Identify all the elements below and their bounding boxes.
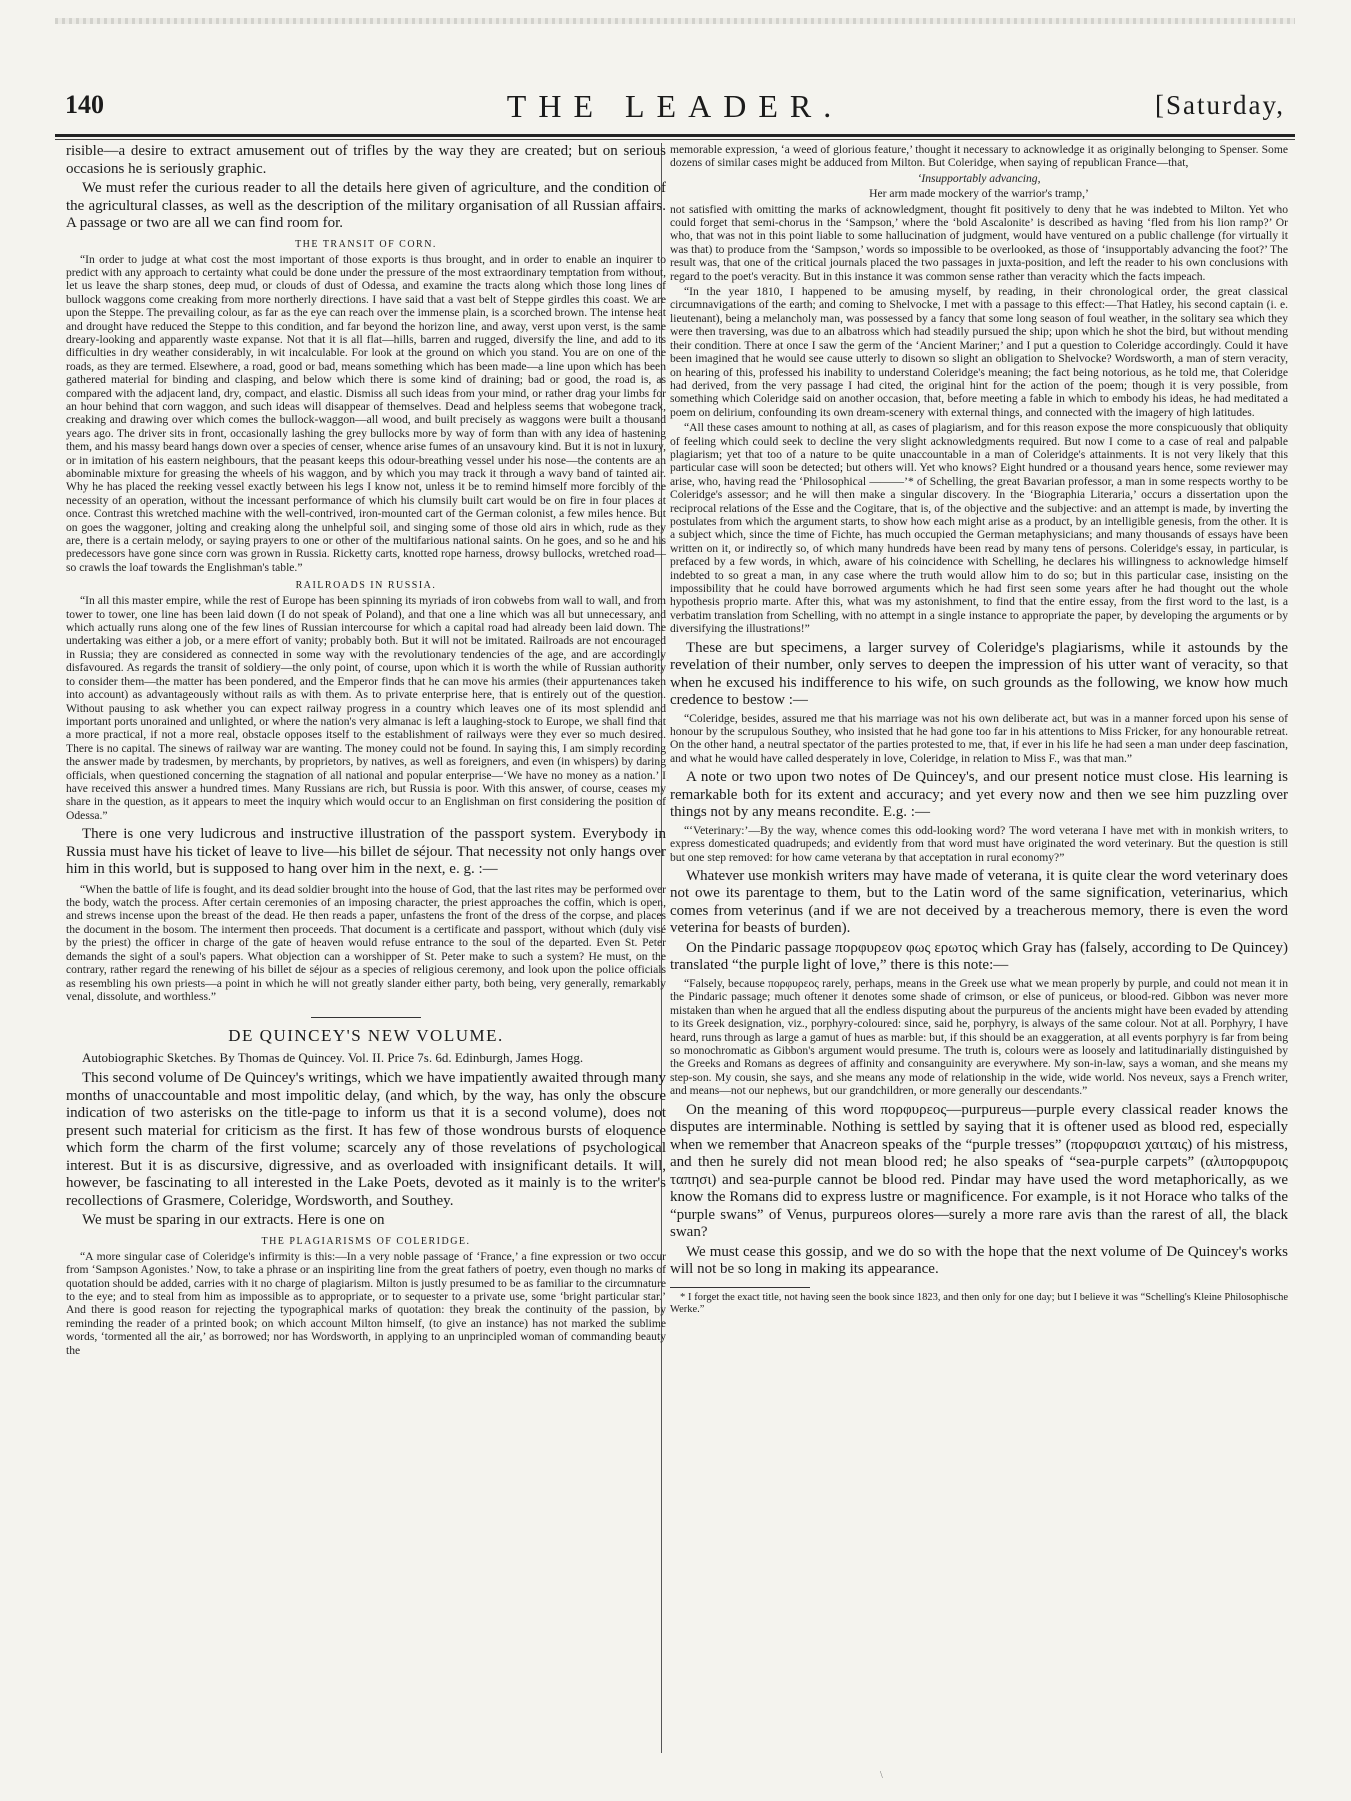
left-column bbox=[66, 143, 666, 1359]
quoted-extract: “Coleridge, besides, assured me that his marriage was not his own deliberate act, but was in a manner forced upon his sense of honour by the scrupulous Southey, who insisted that he had gone too far in his attentions to Miss Fricker, for any honourable retreat. On the other hand, a neutral spectator of the parties protested to me, that, if ever in his life he had seen a man under deep fascination, and what he would have called desperately in love, Coleridge, in relation to Miss F., was that man.” bbox=[670, 711, 1288, 765]
quoted-extract: “‘Veterinary:’—By the way, whence comes this odd-looking word? The word veterana I have met with in monkish writers, to express domesticated quadrupeds; and evidently from that word must have originated the word veterinary. But the question is still but one step removed: for how came veterana by that acceptation in rural economy?” bbox=[670, 823, 1288, 864]
quoted-extract: not satisfied with omitting the marks of acknowledgment, thought fit positively to deny that he was indebted to Milton. Yet who could forget that semi-chorus in the ‘Sampson,’ where the ‘bold Ascalonite’ is described as having ‘fled from his lion ramp?’ Or who, that was not in this point liable to some hallucination of judgment, would have ventured on a public challenge (for virtually it was that) to produce from the ‘Sampson,’ words so impossible to be overlooked, as those of ‘insupportably advancing the foot?’ The result was, that one of the critical journals placed the two passages in juxta-position, and left the reader to his own conclusions with regard to the poet's veracity. But in this instance it was common sense rather than veracity which the facts impeach. bbox=[670, 202, 1288, 283]
article-separator bbox=[311, 1017, 421, 1018]
quoted-extract: “In the year 1810, I happened to be amusing myself, by reading, in their chronological order, the great classical circumnavigations of the earth; and coming to Shelvocke, I met with a passage to this effect:—That Hatley, his second captain (i. e. lieutenant), being a melancholy man, was possessed by a fancy that some long season of foul weather, in the solitary sea which they were then traversing, was due to an albatross which had steadily pursued the ship; upon which he shot the bird, but without mending their condition. There at once I saw the germ of the ‘Ancient Mariner;’ and I put a question to Coleridge accordingly. Could it have been imagined that he would see cause utterly to disown so slight an obligation to Shelvocke? Wordsworth, a man of stern veracity, on hearing of this, professed his inability to understand Coleridge's meaning; the fact being notorious, as he told me, that Coleridge had derived, from the very passage I had cited, the original hint for the action of the poem; though it is very possible, from something which Coleridge said on another occasion, that, before meeting a fable in which to embody his ideas, he had meditated a poem on delirium, confounding its own dream-scenery with external things, and connected with the imagery of high latitudes. bbox=[670, 285, 1288, 419]
quoted-extract: “Falsely, because πορφυρεος rarely, perhaps, means in the Greek use what we mean properly by purple, and could not mean it in the Pindaric passage; much oftener it denotes some shade of crimson, or else of puniceus, or blood-red. Gibbon was never more mistaken than when he argued that all the endless disputing about the purpureus of the ancients might have been evaded by attending to its Greek designation, viz., porphyry-coloured: since, said he, porphyry, is always of the same colour. Not at all. Porphyry, I have heard, runs through as large a gamut of hues as marble: but, if this should be an exaggeration, at all events porphyry is far from being so monochromatic as Gibbon's argument would presume. The truth is, colours were as loosely and latitudinarially distinguished by the Greeks and Romans as degrees of affinity and consanguinity are everywhere. My son-in-law, says a woman, and she means my step-son. My cousin, she says, and she means any mode of relationship in the wide, wide world. Nos neveux, says a French writer, and means—not our nephews, but our grandchildren, or more generally our descendants.” bbox=[670, 976, 1288, 1098]
intro-paragraph: We must refer the curious reader to all the details here given of agriculture, and the condition of the agricultural classes, as well as the description of the military organisation of all Russian affairs. A passage or two are all we can find room for. bbox=[66, 180, 666, 231]
verse-line: ‘Insupportably advancing, bbox=[917, 171, 1041, 185]
body-paragraph: On the meaning of this word πορφυρεος—purpureus—purple every classical reader knows the disputes are interminable. Nothing is settled by saying that it is oftener used as blood red, especially when we remember that Anacreon speaks of the “purple tresses” (πορφυραισι χαιταις) of his mistress, and then he surely did not mean blood red; he also speaks of “sea-purple carpets” (αλιπορφυροις ταπησι) and sea-purple cannot be blood red. Pindar may have used the word metaphorically, as we know the Romans did to express lustre or magnificence. For example, is it not Horace who talks of the “purple swans” of Venus, purpureos olores—surely a more rare avis than the rarest of all, the black swan? bbox=[670, 1101, 1288, 1241]
masthead-rule bbox=[55, 134, 1295, 137]
verse-line: Her arm made mockery of the warrior's tramp,’ bbox=[869, 187, 1089, 201]
quoted-extract: “All these cases amount to nothing at all, as cases of plagiarism, and for this reason expose the more conspicuously that obliquity of feeling which could seek to decline the very slight acknowledgments required. But now I come to a case of real and palpable plagiarism; yet that too of a nature to be quite unaccountable in a man of Coleridge's attainments. It is not very likely that this particular case will soon be detected; but others will. Yet who knows? Eight hundred or a thousand years hence, some reviewer may arise, who, having read the ‘Philosophical ———’* of Schelling, the great Bavarian professor, a man in some respects worthy to be Coleridge's assessor; and he will then make a singular discovery. In the ‘Biographia Literaria,’ occurs a dissertation upon the reciprocal relations of the Esse and the Cogitare, that is, of the objective and the subjective: and an attempt is made, by inverting the postulates from which the argument starts, to show how each might arise as a product, by an intelligible genesis, from the other. It is a subject which, since the time of Fichte, has much occupied the German metaphysicians; and many thousands of essays have been written on it, or indirectly so, of which many hundreds have been read by many tens of persons. Coleridge's essay, in particular, is prefaced by a few words, in which, aware of his coincidence with Schelling, he declares his willingness to acknowledge himself indebted to so great a man, in any case where the truth would allow him to do so; but in this particular case, insisting on the impossibility that he could have borrowed arguments which he had first seen some years after he had thought out the whole hypothesis proprio marte. After this, what was my astonishment, to find that the entire essay, from the first word to the last, is a verbatim translation from Schelling, with no attempt in a single instance to appropriate the paper, by developing the arguments or by diversifying the illustrations!” bbox=[670, 421, 1288, 636]
masthead-rule-thin bbox=[55, 139, 1295, 140]
body-paragraph: These are but specimens, a larger survey of Coleridge's plagiarisms, while it astounds by the revelation of their number, only serves to deepen the impression of his utter want of veracity, so that when he excused his indifference to his wife, on such grounds as the following, we know how much credence to bestow :— bbox=[670, 639, 1288, 709]
footnote-rule bbox=[670, 1287, 810, 1288]
page-number: 140 bbox=[65, 90, 104, 119]
article-title: DE QUINCEY'S NEW VOLUME. bbox=[228, 1026, 504, 1046]
body-paragraph: A note or two upon two notes of De Quincey's, and our present notice must close. His learning is remarkable both for its extent and accuracy; and yet every now and then we see him puzzling over things not by any means recondite. E.g. :— bbox=[670, 769, 1288, 821]
scan-edge-band bbox=[55, 18, 1295, 24]
section-heading: THE TRANSIT OF CORN. bbox=[295, 238, 437, 250]
right-column bbox=[670, 143, 1288, 1319]
masthead bbox=[55, 88, 1295, 130]
body-paragraph: Whatever use monkish writers may have made of veterana, it is quite clear the word veterinary does not owe its parentage to them, but to the Latin word of the same signification, veterinarius, which comes from veterinus (and if we are not deceived by a treacherous memory, there is even the word veterina for beasts of burden). bbox=[670, 867, 1288, 937]
body-paragraph: On the Pindaric passage πορφυρεον φως ερωτος which Gray has (falsely, according to De Quincey) translated “the purple light of love,” there is this note:— bbox=[670, 939, 1288, 974]
newspaper-title: THE LEADER. bbox=[506, 88, 844, 124]
footnote: * I forget the exact title, not having seen the book since 1823, and then only for one day; but I believe it was “Schelling's Kleine Philosophische Werke.” bbox=[670, 1291, 1288, 1316]
issue-day: [Saturday, bbox=[1155, 90, 1285, 120]
body-paragraph: This second volume of De Quincey's writings, which we have impatiently awaited through many months of unaccountable and most impolitic delay, (and which, by the way, has only the obscure indication of two asterisks on the title-page to inform us that it is a second volume), does not present such material for criticism as the first. It has few of those wondrous bursts of eloquence which form the charm of the first volume; scarcely any of those revelations of psychological interest. But it is as discursive, digressive, and as overloaded with insignificant details. It will, however, be fascinating to all interested in the Lake Poets, devoted as it mainly is to the writer's recollections of Grasmere, Coleridge, Wordsworth, and Southey. bbox=[66, 1070, 666, 1209]
section-heading: RAILROADS IN RUSSIA. bbox=[295, 580, 437, 592]
quoted-extract: “In all this master empire, while the rest of Europe has been spinning its myriads of iron cobwebs from wall to wall, and from tower to tower, one line has been laid down (I do not speak of Poland), and that one a line which was all but unnecessary, and which actually runs along one of the few lines of Russian intercourse for which a capital road had already been laid down. The undertaking was either a job, or a mere effort of vanity; probably both. But it will not be imitated. Railroads are not encouraged in Russia; they are considered as connected in some way with the revolutionary tendencies of the age, and are accordingly disfavoured. As regards the transit of soldiery—the only point, of course, upon which it is worth the while of Russian authority to consider them—the matter has been pondered, and the Emperor finds that he can move his armies (their appurtenances taken into account) as advantageously without rails as with them. As to private enterprise here, that is entirely out of the question. Without pausing to ask whether you can expect railway progress in a country which leaves one of its most splendid and important ports unorained and unlighted, or where the nation's very almanac is left a laughing-stock to Europe, we shall find that a more practical, if not a more real, obstacle opposes itself to the establishment of railways were they ever so much desired. There is no capital. The sinews of railway war are wanting. The money could not be found. In saying this, I am simply recording the answer made by tradesmen, by merchants, by proprietors, by natives, as well as foreigners, and even (in whispers) by daring officials, when questioned concerning the stagnation of all national and popular enterprise—‘We have no money as a nation.’ I have received this answer a hundred times. Many Russians are rich, but Russia is poor. With this answer, of course, ceases my share in the question, as it appears to meet the inquiry which would occur to an Englishman on first considering the position of Odessa.” bbox=[66, 594, 666, 822]
quoted-extract: “A more singular case of Coleridge's infirmity is this:—In a very noble passage of ‘France,’ a fine expression or two occur from ‘Sampson Agonistes.’ Now, to take a phrase or an inspiriting line from the great fathers of poetry, even though no marks of quotation should be added, carries with it no charge of plagiarism. Milton is justly presumed to be as familiar to the circumnature to the eye; and to steal from him as impossible as to appropriate, or to sequester to a private use, some ‘bright particular star.’ And there is good reason for rejecting the typographical marks of quotation: they break the continuity of the passion, by reminding the reader of a printed book; on which account Milton himself, (to give an instance) has not marked the sublime words, ‘tormented all the air,’ as borrowed; nor has Wordsworth, in applying to an unprincipled woman of commanding beauty the bbox=[66, 1249, 666, 1357]
section-heading: THE PLAGIARISMS OF COLERIDGE. bbox=[261, 1235, 471, 1247]
quoted-extract: memorable expression, ‘a weed of glorious feature,’ thought it necessary to acknowledge it as originally belonging to Spenser. Some dozens of similar cases might be adduced from Milton. But Coleridge, when saying of republican France—that, bbox=[670, 143, 1288, 170]
body-paragraph: We must be sparing in our extracts. Here is one on bbox=[82, 1212, 385, 1229]
intro-paragraph: risible—a desire to extract amusement out of trifles by the way they are created; but on serious occasions he is seriously graphic. bbox=[66, 143, 666, 177]
body-paragraph: There is one very ludicrous and instructive illustration of the passport system. Everybody in Russia must have his ticket of leave to live—his billet de séjour. That necessity not only hangs over him in this world, but is supposed to hang over him in the next, e. g. :— bbox=[66, 826, 666, 878]
body-paragraph: We must cease this gossip, and we do so with the hope that the next volume of De Quincey's works will not be so long in making its appearance. bbox=[670, 1243, 1288, 1278]
quoted-extract: “In order to judge at what cost the most important of those exports is thus brought, and in order to enable an inquirer to predict with any approach to certainty what could be done under the pressure of the most extraordinary temptation from without, let us leave the sharp stones, deep mud, or clouds of dust of Odessa, and examine the tracts along which those long lines of bullock waggons come creaking from more northerly directions. I have said that a vast belt of Steppe girdles this coast. We are upon the Steppe. The prevailing colour, as far as the eye can reach over the immense plain, is a scorched brown. The intense heat and drought have reduced the Steppe to this condition, and far beyond the horizon line, and away, verst upon verst, is the same dreary-looking and apparently waste expanse. Not that it is all flat—hills, barren and rugged, diversify the line, and add to its difficulties in dry weather considerably, in wit incalculable. For look at the ground on which you stand. You are on one of the roads, as they are termed. Elsewhere, a road, good or bad, means something which has been made—a line upon which has been gathered material for binding and clasping, and below which there is some kind of draining; bad or good, the road is, as compared with the adjacent land, dry, compact, and elastic. Dismiss all such ideas from your mind, or rather drag your limbs for an hour behind that corn waggon, and such ideas will disappear of themselves. Dead and helpless seems that wobegone track, creaking and drawing over which comes the bullock-waggon—all wood, and built precisely as waggons were built a thousand years ago. The driver sits in front, occasionally lashing the grey bullocks more by way of form than with any idea of hastening them, and his massy beard hangs down over a species of censer, whence arise fumes of an unsavoury kind. But it is not in luxury, or in imitation of his eastern neighbours, that the peasant keeps this odour-breathing vessel under his nose—the contents are an abominable mixture for greasing the wheels of his waggon, and by which you may track it through a wavy band of tainted air. Why he has placed the reeking vessel exactly between his legs I know not, unless it be to remind himself more forcibly of the necessity of an operation, without the incessant performance of which his clumsily built cart would be on fire in four places at once. Contrast this wretched machine with the well-contrived, iron-mounted cart of the German colonist, a few miles hence. But on goes the waggoner, jolting and creaking along the unhelpful soil, and singing some of those old airs in which, rude as they are, there is a certain melody, or saying prayers to one or other of the multifarious national saints. On he goes, and so he and his predecessors have gone since corn was grown in Russia. Ricketty carts, knotted rope harness, drowsy bullocks, wretched road—so crawls the loaf towards the Englishman's table.” bbox=[66, 252, 666, 574]
scan-mark: \ bbox=[880, 1770, 883, 1781]
quoted-extract: “When the battle of life is fought, and its dead soldier brought into the house of God, that the last rites may be performed over the body, watch the process. After certain ceremonies of an imposing character, the priest approaches the coffin, which is open, and strews incense upon the breast of the dead. He then reads a paper, unfastens the front of the dress of the corpse, and places the document in the bosom. The interment then proceeds. That document is a certificate and passport, without which (duly visé by the priest) the officer in charge of the gate of heaven would refuse entrance to the soul of the departed. Even St. Peter demands the sight of a soul's papers. What objection can a worshipper of St. Peter make to such a system? He must, on the contrary, rather regard the renewing of his billet de séjour as a species of religious ceremony, and look upon the police officials as resembling his own priests—a point in which he will not greatly slander either party, both being, very generally, remarkably venal, dissolute, and worthless.” bbox=[66, 882, 666, 1003]
book-citation: Autobiographic Sketches. By Thomas de Quincey. Vol. II. Price 7s. 6d. Edinburgh, James Hogg. bbox=[82, 1050, 584, 1066]
